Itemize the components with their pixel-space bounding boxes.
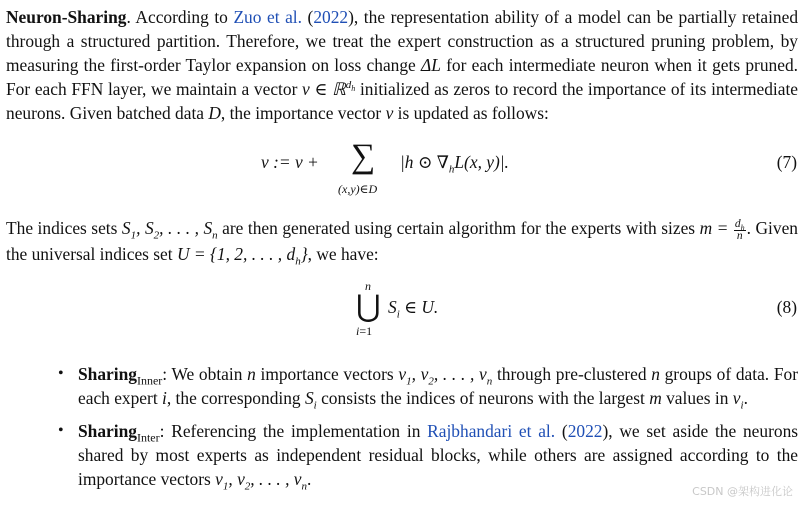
summation-limit: (x,y)∈D	[338, 182, 378, 196]
math-sets: $S_1$, $S_2$, . . . , $S_n$	[121, 218, 218, 242]
text: initialized as zeros to record the importance of its intermediate neurons. Given batched data	[6, 79, 799, 123]
bullet-label-sub: Inter	[136, 430, 160, 445]
text: values in	[661, 388, 733, 408]
text: consists the indices of neurons with the largest	[316, 388, 650, 408]
eq8-sub-i: i	[396, 308, 400, 321]
csdn-watermark: CSDN @架构进化论	[692, 485, 793, 498]
bullet-label: Sharing	[78, 421, 137, 441]
text: : Referencing the implementation in	[159, 421, 428, 441]
math-superscript-dh: dh	[345, 79, 356, 94]
text: (	[301, 7, 314, 27]
text: importance vectors	[255, 364, 399, 384]
math-v-in-r: v ∈ ℝ	[302, 79, 346, 99]
bullet-sharing-inter	[56, 419, 798, 491]
bullet-label-sub: Inner	[136, 373, 163, 388]
paragraph-indices-sets	[6, 216, 798, 266]
text: (	[555, 421, 568, 441]
text: are then generated using certain algorithm for the experts with sizes	[217, 218, 700, 238]
text: , the importance vector	[220, 103, 386, 123]
citation-link-year[interactable]: 2022	[313, 7, 349, 27]
bullet-dot-icon: •	[58, 365, 64, 382]
citation-link-author[interactable]: Zuo et al.	[233, 7, 302, 27]
math-m: m	[649, 388, 662, 408]
eq7-body-b: L(x, y)|.	[454, 152, 509, 172]
equation-7-body	[400, 152, 509, 176]
bullet-dot-icon: •	[58, 422, 64, 439]
citation-link-author[interactable]: Rajbhandari et al.	[427, 421, 556, 441]
text: groups of data. For each expert	[78, 364, 798, 408]
math-n: n	[247, 364, 256, 384]
paragraph-neuron-sharing	[6, 5, 798, 125]
math-i: i	[162, 388, 167, 408]
equation-7-lhs: v := v +	[261, 152, 319, 172]
text: , the corresponding	[166, 388, 305, 408]
math-u: U	[176, 243, 190, 264]
math-s-i: $S_i$	[304, 388, 317, 412]
text: : We obtain	[162, 364, 248, 384]
text: . Given the universal indices set	[6, 218, 798, 264]
text: ), the representation ability of a model can be partially retained through a structured partition. Therefore, we treat the expert construction as a structured pruning problem, by measuring the first-order Taylor expansion on loss change	[6, 7, 799, 75]
text: The indices sets	[6, 218, 122, 238]
text: through pre-clustered	[492, 364, 652, 384]
math-m-equals: m = $\frac{d_h}{n}$	[699, 217, 745, 242]
text: ), we set aside the neurons shared by most experts as independent residual blocks, while others are assigned according to the importance vectors	[78, 421, 799, 489]
summation-symbol: ∑	[351, 138, 376, 175]
equation-7	[0, 138, 803, 208]
big-union-symbol: ⋃	[356, 290, 381, 323]
math-u-set: U = {1, 2, . . . , $d_h$}	[176, 243, 308, 267]
math-v-i: $v_i$	[732, 388, 744, 412]
math-m: m	[699, 218, 713, 238]
math-v-list: $v_1$, $v_2$, . . . , $v_n$	[398, 364, 493, 388]
section-heading: Neuron-Sharing	[6, 7, 127, 27]
equation-number-8: (8)	[776, 297, 797, 317]
citation-link-year[interactable]: 2022	[567, 421, 603, 441]
union-upper-limit: n	[365, 279, 371, 293]
bullet-sharing-inner	[56, 362, 798, 410]
eq8-rest: ∈ U.	[399, 297, 439, 317]
equation-8-body	[388, 297, 439, 321]
fraction-dh-over-n: $\frac{d_h}{n}$	[734, 217, 745, 242]
eq7-body-a: |h ⊙ ∇	[400, 152, 449, 172]
text: . According to	[126, 7, 234, 27]
text: .	[307, 469, 312, 489]
text: for each intermediate neuron when it gets pruned. For each FFN layer, we maintain a vector	[6, 55, 798, 99]
equation-8	[0, 276, 803, 346]
eq8-s: S	[388, 297, 397, 317]
union-lower-limit: i=1	[356, 324, 373, 338]
text: .	[743, 388, 748, 408]
math-n: n	[651, 364, 660, 384]
math-delta-l: ΔL	[421, 55, 441, 75]
math-d: D	[208, 103, 221, 123]
math-v-list: $v_1$, $v_2$, . . . , $v_n$	[215, 469, 307, 493]
eq7-sub-h: h	[448, 163, 455, 176]
text: is updated as follows:	[393, 103, 549, 123]
bullet-label: Sharing	[78, 364, 137, 384]
math-v: v	[385, 103, 394, 123]
equation-number-7: (7)	[776, 152, 797, 172]
text: , we have:	[307, 243, 379, 264]
sharing-bullet-list	[56, 362, 798, 500]
